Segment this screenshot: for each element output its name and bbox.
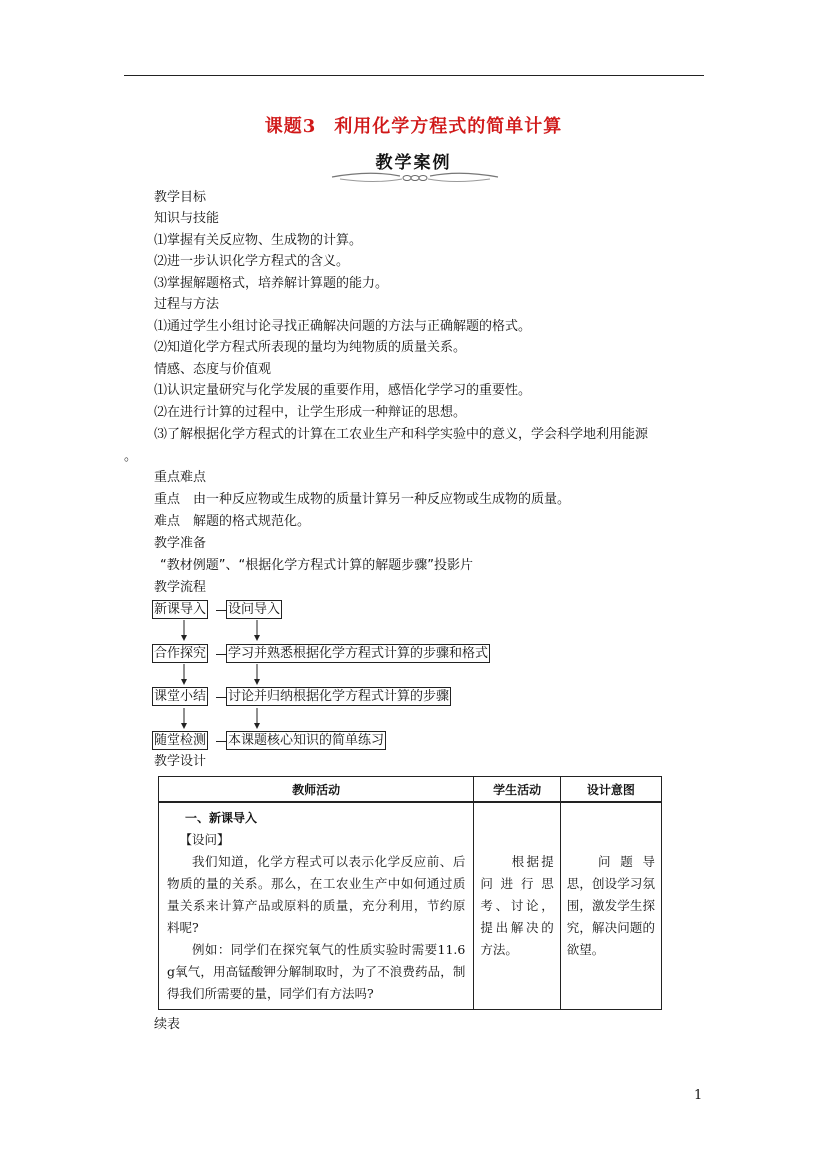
text-line: “教材例题”、“根据化学方程式计算的解题步骤”投影片	[160, 558, 473, 573]
text-line: 知识与技能	[154, 211, 220, 226]
teaching-design-table	[158, 776, 662, 1010]
table-header-row	[159, 777, 662, 803]
flow-step-3-activity: 讨论并归纳根据化学方程式计算的步骤	[228, 689, 450, 704]
table-row	[159, 802, 662, 1010]
text-line: ⑴掌握有关反应物、生成物的计算。	[154, 233, 363, 248]
table-header-student: 学生活动	[474, 777, 560, 803]
student-activity-text: 根据提问进行思考、讨论，提出解决的方法。	[480, 854, 554, 957]
flow-step-2-activity: 学习并熟悉根据化学方程式计算的步骤和格式	[228, 646, 489, 661]
teaching-flow-diagram	[150, 598, 530, 748]
flow-step-3-stage: 课堂小结	[154, 689, 207, 704]
flow-step-3-connector	[216, 697, 226, 698]
flow-step-1-activity: 设问导入	[228, 602, 281, 617]
arrow-down-icon	[180, 664, 188, 686]
text-line: ⑴通过学生小组讨论寻找正确解决问题的方法与正确解题的格式。	[154, 319, 532, 334]
flow-step-4-stage: 随堂检测	[154, 733, 207, 748]
flow-step-2-connector	[216, 654, 226, 655]
header-rule	[124, 75, 704, 76]
flow-step-4-activity: 本课题核心知识的简单练习	[228, 733, 385, 748]
flow-step-1-stage: 新课导入	[154, 602, 207, 617]
teacher-activity-cell	[159, 802, 474, 1010]
design-intent-text: 问题导思，创设学习氛围，激发学生探究，解决问题的欲望。	[566, 854, 655, 957]
page-number: 1	[694, 1088, 703, 1103]
arrow-down-icon	[253, 708, 261, 730]
text-line: 教学准备	[154, 536, 207, 551]
flow-step-4-connector	[216, 741, 226, 742]
table-header-intent: 设计意图	[560, 777, 661, 803]
teacher-question-tag: 【设问】	[179, 832, 230, 847]
arrow-down-icon	[253, 664, 261, 686]
ornament-divider-icon	[330, 168, 500, 186]
text-line: 情感、态度与价值观	[154, 362, 272, 377]
title-lesson-name: 利用化学方程式的简单计算	[334, 116, 563, 137]
design-intent-cell	[560, 802, 661, 1010]
title-lesson-number: 课题3	[264, 116, 317, 137]
page-title	[0, 112, 827, 138]
arrow-down-icon	[180, 620, 188, 642]
text-line: 重点难点	[154, 470, 207, 485]
text-line: ⑶了解根据化学方程式的计算在工农业生产和科学实验中的意义，学会科学地利用能源	[154, 427, 649, 442]
text-line: ⑵知道化学方程式所表现的量均为纯物质的质量关系。	[154, 340, 467, 355]
text-line: ⑴认识定量研究与化学发展的重要作用，感悟化学学习的重要性。	[154, 383, 532, 398]
student-activity-cell	[474, 802, 560, 1010]
teacher-example-paragraph: 例如：同学们在探究氧气的性质实验时需要11.6 g氧气，用高锰酸钾分解制取时，为了不浪费药品，制得我们所需要的量，同学们有方法吗?	[167, 942, 466, 1001]
continued-label: 续表	[154, 1017, 181, 1032]
text-line: 。	[124, 449, 138, 464]
text-line: 教学目标	[154, 190, 207, 205]
arrow-down-icon	[253, 620, 261, 642]
text-line: ⑶掌握解题格式，培养解计算题的能力。	[154, 276, 389, 291]
section-heading-design: 教学设计	[154, 754, 207, 769]
text-line: 难点 解题的格式规范化。	[154, 514, 311, 529]
teacher-paragraph: 我们知道，化学方程式可以表示化学反应前、后物质的量的关系。那么，在工农业生产中如何通过质量关系来计算产品或原料的质量，充分利用，节约原料呢?	[167, 854, 466, 935]
text-line: ⑵进一步认识化学方程式的含义。	[154, 254, 350, 269]
flow-step-2-stage: 合作探究	[154, 646, 207, 661]
text-line: ⑵在进行计算的过程中，让学生形成一种辩证的思想。	[154, 405, 467, 420]
arrow-down-icon	[180, 708, 188, 730]
text-line: 过程与方法	[154, 297, 220, 312]
table-header-teacher: 教师活动	[159, 777, 474, 803]
text-line: 重点 由一种反应物或生成物的质量计算另一种反应物或生成物的质量。	[154, 492, 571, 507]
teacher-section-heading: 一、新课导入	[185, 811, 258, 825]
page-subtitle: 教学案例	[375, 153, 452, 173]
flow-step-1-connector	[216, 610, 226, 611]
text-line: 教学流程	[154, 580, 207, 595]
